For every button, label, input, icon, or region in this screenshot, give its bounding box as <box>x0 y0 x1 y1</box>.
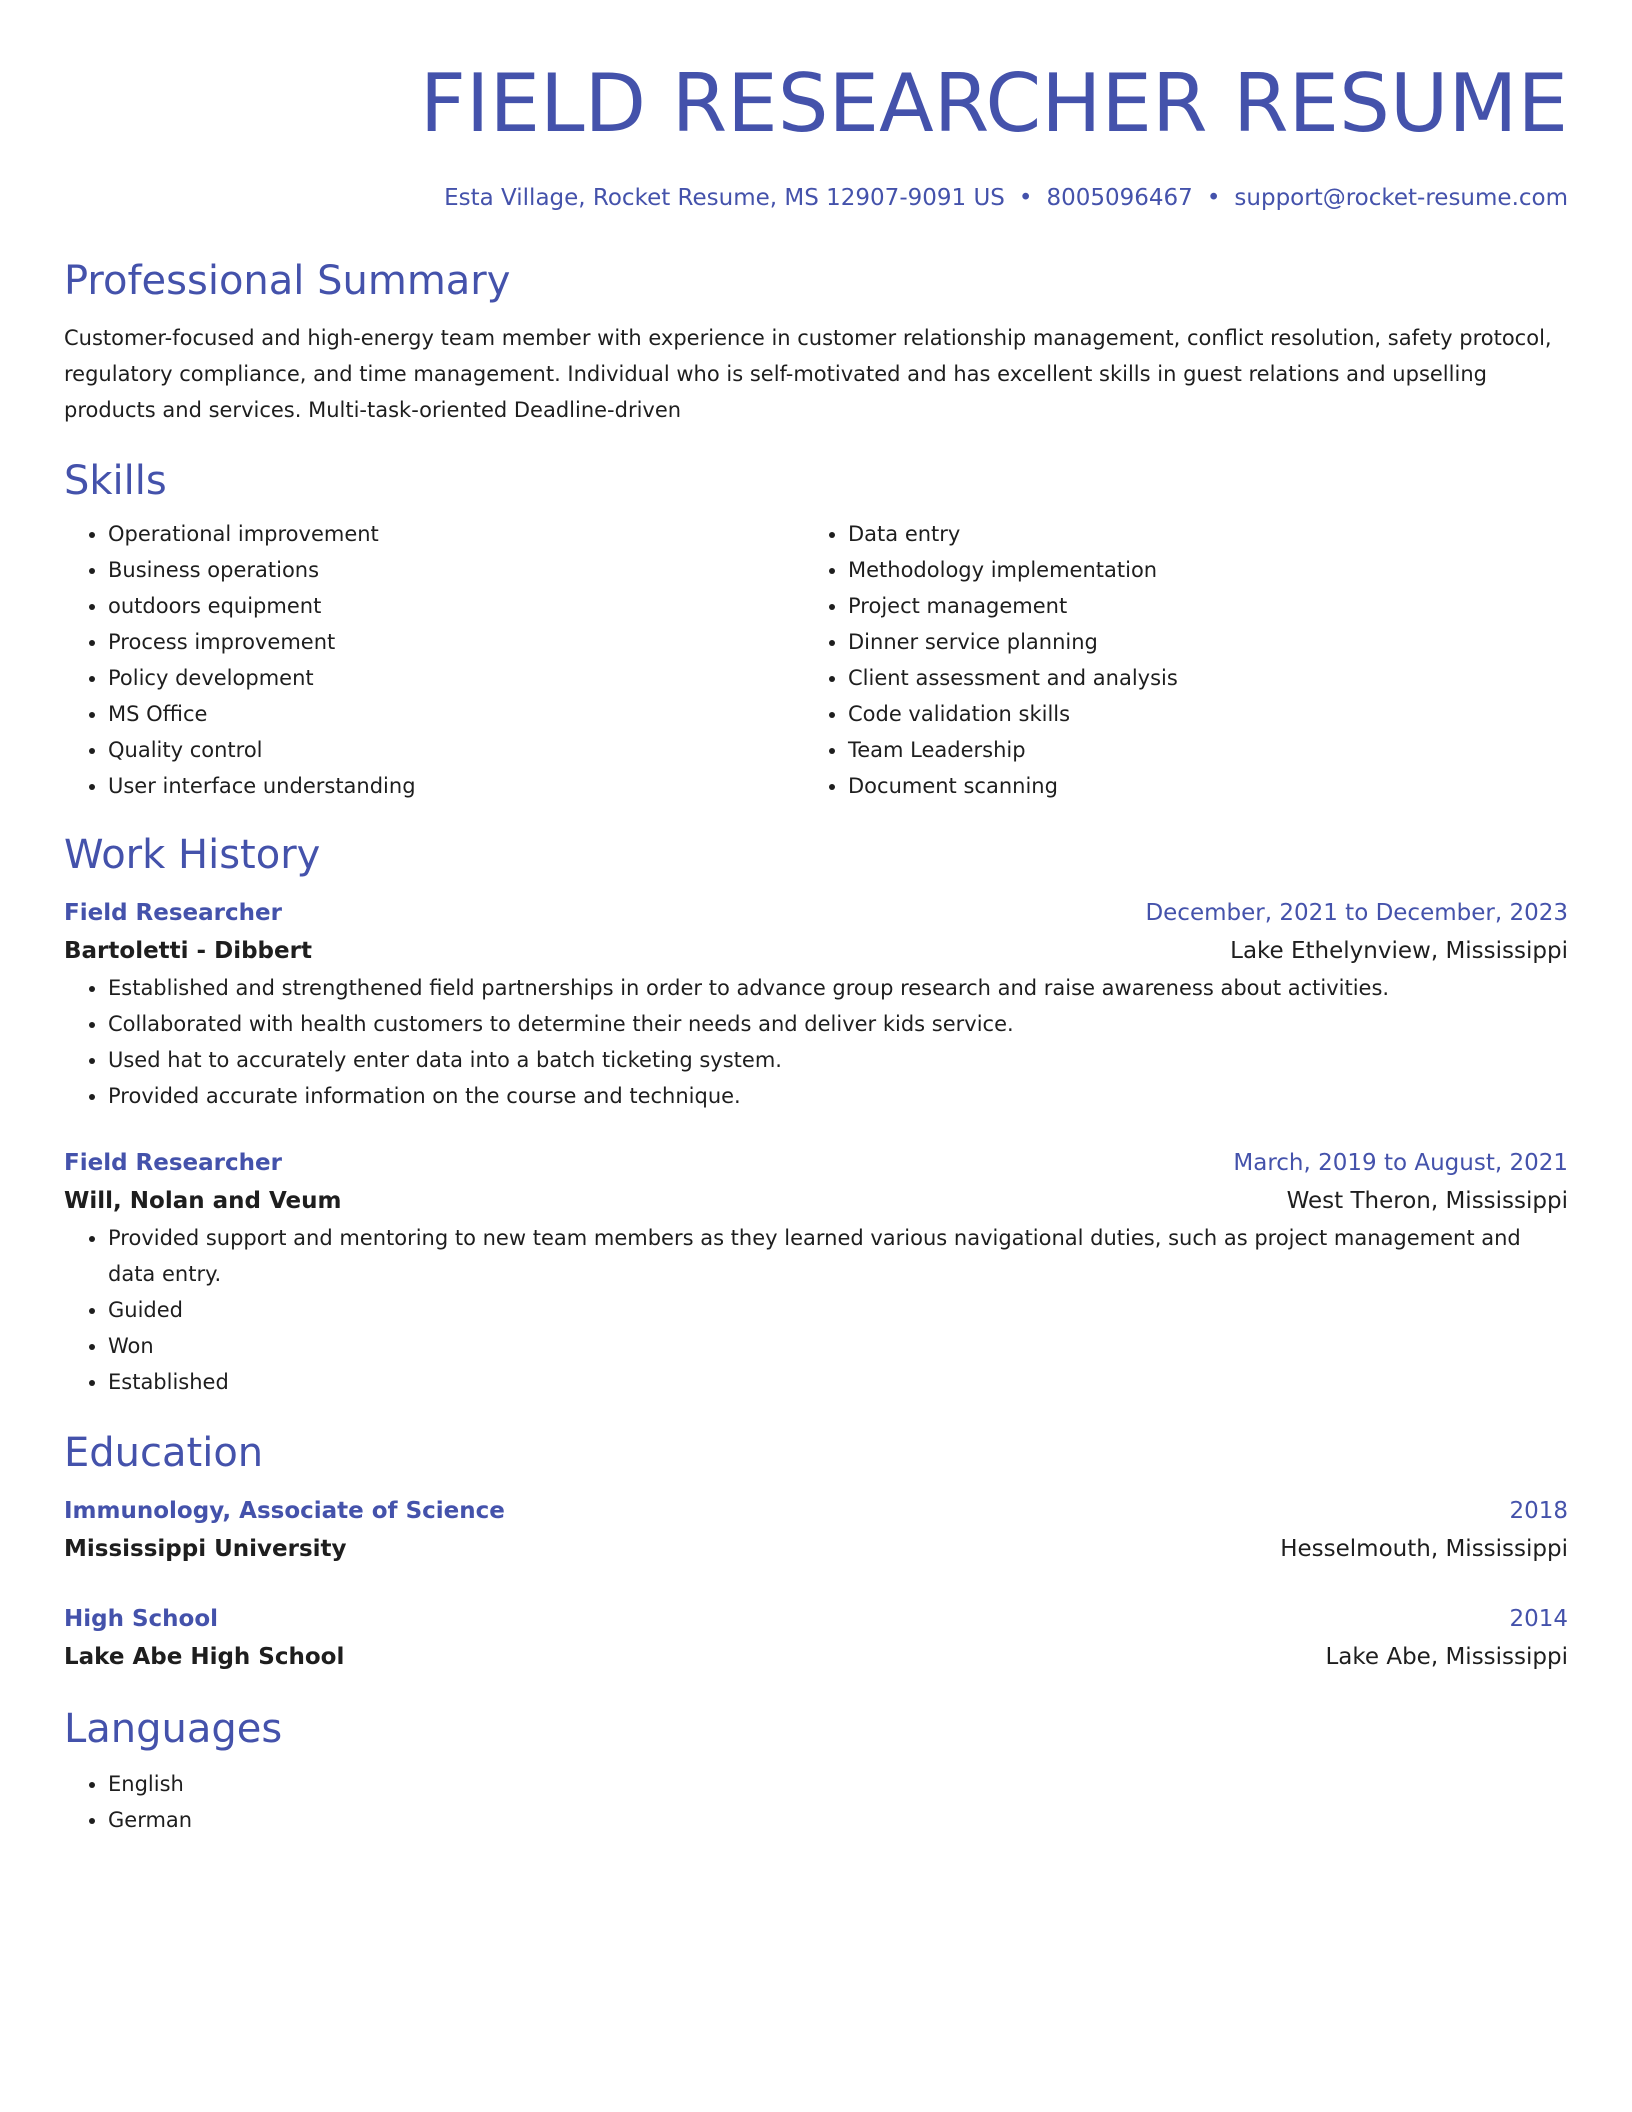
languages-heading: Languages <box>64 1706 283 1752</box>
education-school: Mississippi University <box>64 1536 347 1562</box>
job-title: Field Researcher <box>64 900 282 926</box>
summary-heading: Professional Summary <box>64 258 511 304</box>
education-location: Lake Abe, Mississippi <box>1325 1644 1568 1670</box>
education-degree: High School <box>64 1606 219 1632</box>
skill-item: • Client assessment and analysis <box>848 660 1544 696</box>
skills-right-list <box>804 516 1544 804</box>
job-bullets <box>64 1220 1568 1400</box>
skills-left-list <box>64 516 804 804</box>
education-section <box>64 1428 1568 1676</box>
job-bullet: • Collaborated with health customers to determine their needs and deliver kids service. <box>108 1006 1568 1042</box>
languages-section <box>64 1704 1568 1838</box>
contact-separator: • <box>1018 185 1033 211</box>
skills-left-column <box>64 516 804 804</box>
job-entry <box>64 1144 1568 1400</box>
job-company: Bartoletti - Dibbert <box>64 938 312 964</box>
skill-item: • Code validation skills <box>848 696 1544 732</box>
skills-right-column <box>804 516 1544 804</box>
education-header-row <box>64 1600 1568 1638</box>
skill-item: • Operational improvement <box>108 516 804 552</box>
job-bullet: • Provided accurate information on the course and technique. <box>108 1078 1568 1114</box>
job-bullet: • Won <box>108 1328 1568 1364</box>
skill-item: • Policy development <box>108 660 804 696</box>
skills-heading: Skills <box>64 458 167 504</box>
skill-item: • Methodology implementation <box>848 552 1544 588</box>
job-bullet: • Provided support and mentoring to new team members as they learned various navigational duties, such as project management and data entry. <box>108 1220 1568 1292</box>
skill-item: • Project management <box>848 588 1544 624</box>
language-item: • German <box>108 1802 1568 1838</box>
job-company-row <box>64 932 1568 970</box>
job-company-row <box>64 1182 1568 1220</box>
contact-address: Esta Village, Rocket Resume, MS 12907-9091 US <box>444 185 1005 211</box>
education-year: 2018 <box>1509 1498 1568 1524</box>
education-heading: Education <box>64 1430 264 1476</box>
job-bullet: • Established <box>108 1364 1568 1400</box>
job-location: West Theron, Mississippi <box>1286 1188 1568 1214</box>
contact-separator: • <box>1206 185 1221 211</box>
education-entry <box>64 1600 1568 1676</box>
job-bullet: • Established and strengthened field partnerships in order to advance group research and raise awareness about activities. <box>108 970 1568 1006</box>
skill-item: • Data entry <box>848 516 1544 552</box>
work-history-heading: Work History <box>64 832 321 878</box>
job-bullet: • Guided <box>108 1292 1568 1328</box>
job-entry <box>64 894 1568 1114</box>
skill-item: • Quality control <box>108 732 804 768</box>
job-header-row <box>64 1144 1568 1182</box>
job-header-row <box>64 894 1568 932</box>
summary-section <box>64 256 1568 428</box>
job-location: Lake Ethelynview, Mississippi <box>1230 938 1568 964</box>
education-location: Hesselmouth, Mississippi <box>1280 1536 1568 1562</box>
language-item: • English <box>108 1766 1568 1802</box>
job-bullet: • Used hat to accurately enter data into a batch ticketing system. <box>108 1042 1568 1078</box>
skill-item: • User interface understanding <box>108 768 804 804</box>
skills-columns <box>64 516 1568 804</box>
job-bullets <box>64 970 1568 1114</box>
skill-item: • Document scanning <box>848 768 1544 804</box>
education-degree: Immunology, Associate of Science <box>64 1498 505 1524</box>
skill-item: • Team Leadership <box>848 732 1544 768</box>
contact-phone: 8005096467 <box>1046 185 1193 211</box>
job-dates: March, 2019 to August, 2021 <box>1233 1150 1568 1176</box>
skill-item: • Process improvement <box>108 624 804 660</box>
job-title: Field Researcher <box>64 1150 282 1176</box>
resume-title: FIELD RESEARCHER RESUME <box>419 57 1568 150</box>
education-school-row <box>64 1638 1568 1676</box>
education-year: 2014 <box>1509 1606 1568 1632</box>
contact-line <box>64 182 1568 214</box>
summary-text: Customer-focused and high-energy team member with experience in customer relationship management, conflict resolution, safety protocol, regulatory compliance, and time management. Individual who is self-motivated and has excellent skills in guest relations and upselling products and services. Multi-task-oriented Deadline-driven <box>64 326 1552 422</box>
skills-section <box>64 456 1568 804</box>
education-school: Lake Abe High School <box>64 1644 345 1670</box>
skill-item: • outdoors equipment <box>108 588 804 624</box>
education-school-row <box>64 1530 1568 1568</box>
work-history-section <box>64 830 1568 1400</box>
skill-item: • MS Office <box>108 696 804 732</box>
job-dates: December, 2021 to December, 2023 <box>1145 900 1568 926</box>
education-header-row <box>64 1492 1568 1530</box>
job-company: Will, Nolan and Veum <box>64 1188 342 1214</box>
skill-item: • Dinner service planning <box>848 624 1544 660</box>
contact-email: support@rocket-resume.com <box>1234 185 1568 211</box>
skill-item: • Business operations <box>108 552 804 588</box>
languages-list <box>64 1766 1568 1838</box>
education-entry <box>64 1492 1568 1568</box>
